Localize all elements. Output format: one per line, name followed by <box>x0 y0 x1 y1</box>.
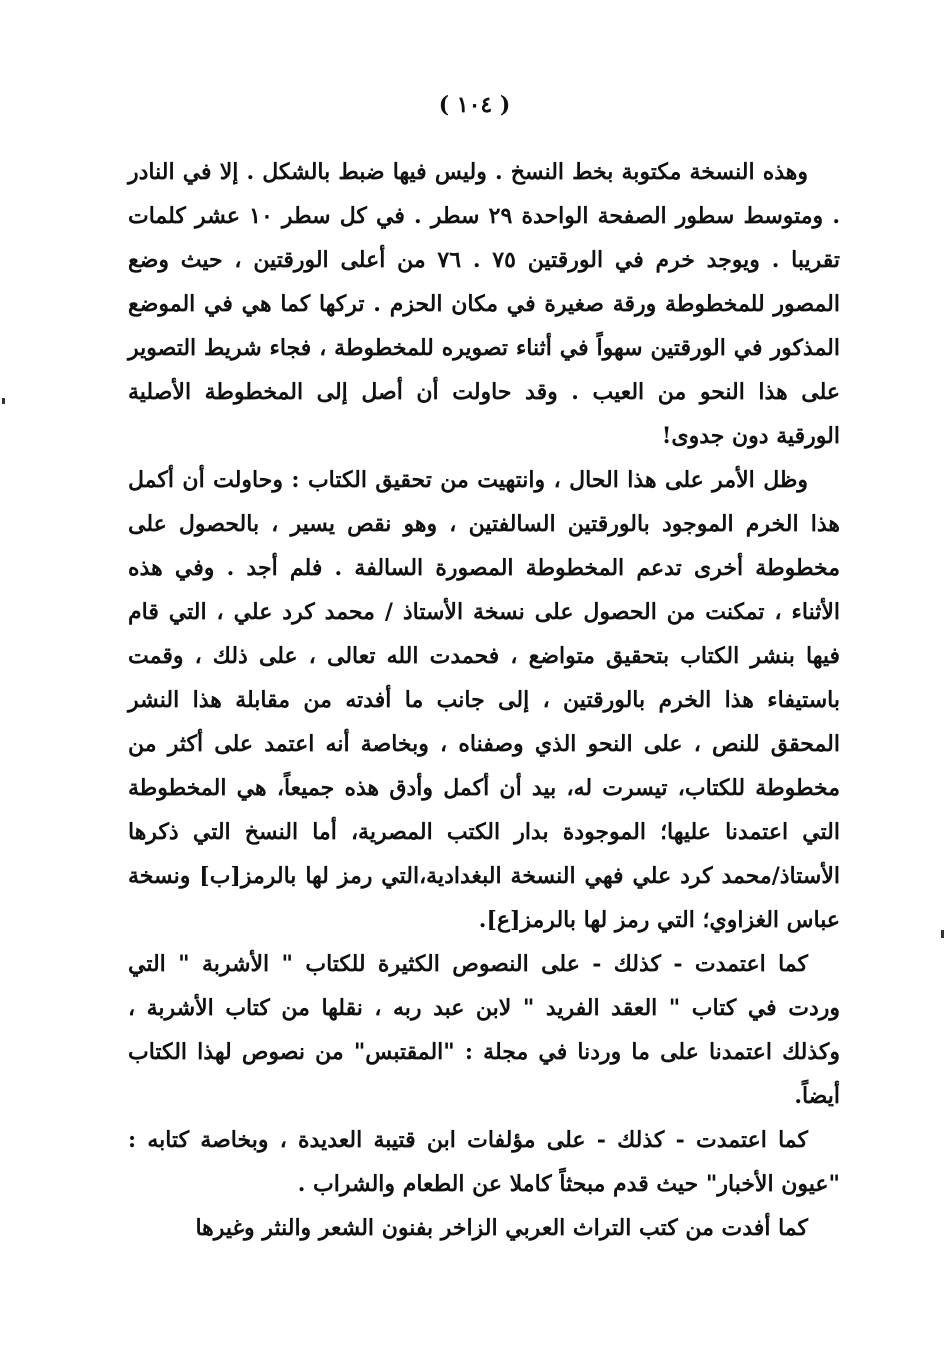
body-text <box>128 150 840 1250</box>
scan-edge-mark <box>2 398 5 404</box>
paragraph-manuscript-description: وهذه النسخة مكتوبة بخط النسخ . وليس فيها ضبط بالشكل . إلا في النادر . ومتوسط سطور الصفحة الواحدة ٢٩ سطر . في كل سطر ١٠ عشر كلمات تقريبا . ويوجد خرم في الورقتين ٧٥ . ٧٦ من أعلى الورقتين ، حيث وضع المصور للمخطوطة ورقة صغيرة في مكان الحزم . تركها كما هي في الموضع المذكور في الورقتين سهواً في أثناء تصويره للمخطوطة ، فجاء شريط التصوير على هذا النحو من العيب . وقد حاولت أن أصل إلى المخطوطة الأصلية الورقية دون جدوى! <box>128 159 840 449</box>
page-number: ( ١٠٤ ) <box>438 92 511 118</box>
paragraph-completing-gap: وظل الأمر على هذا الحال ، وانتهيت من تحقيق الكتاب : وحاولت أن أكمل هذا الخرم الموجود بالورقتين السالفتين ، وهو نقص يسير ، بالحصول على مخطوطة أخرى تدعم المخطوطة المصورة السالفة . فلم أجد . وفي هذه الأثناء ، تمكنت من الحصول على نسخة الأستاذ / محمد كرد علي ، التي قام فيها بنشر الكتاب بتحقيق متواضع ، فحمدت الله تعالى ، على ذلك ، وقمت باستيفاء هذا الخرم بالورقتين ، إلى جانب ما أفدته من مقابلة هذا النشر المحقق للنص ، على النحو الذي وصفناه ، وبخاصة أنه اعتمد على أكثر من مخطوطة للكتاب، تيسرت له، بيد أن أكمل وأدق هذه جميعاً، هي المخطوطة التي اعتمدنا عليها؛ الموجودة بدار الكتب المصرية، أما النسخ التي ذكرها الأستاذ/محمد كرد علي فهي النسخة البغدادية،التي رمز لها بالرمز[ب] ونسخة عباس الغزاوي؛ التي رمز لها بالرمز[ع]. <box>128 467 840 933</box>
paragraph-ibn-qutayba: كما اعتمدت - كذلك - على مؤلفات ابن قتيبة العديدة ، وبخاصة كتابه : "عيون الأخبار" حيث قدم مبحثاً كاملا عن الطعام والشراب . <box>128 1127 840 1197</box>
scan-edge-mark <box>941 930 944 938</box>
paragraph-heritage-books: كما أفدت من كتب التراث العربي الزاخر بفنون الشعر والنثر وغيرها <box>195 1215 808 1241</box>
paragraph-iqd-al-farid: كما اعتمدت - كذلك - على النصوص الكثيرة للكتاب " الأشربة " التي وردت في كتاب " العقد الفريد " لابن عبد ربه ، نقلها من كتاب الأشربة ، وكذلك اعتمدنا على ما وردنا في مجلة : "المقتبس" من نصوص لهذا الكتاب أيضاً. <box>128 951 840 1109</box>
